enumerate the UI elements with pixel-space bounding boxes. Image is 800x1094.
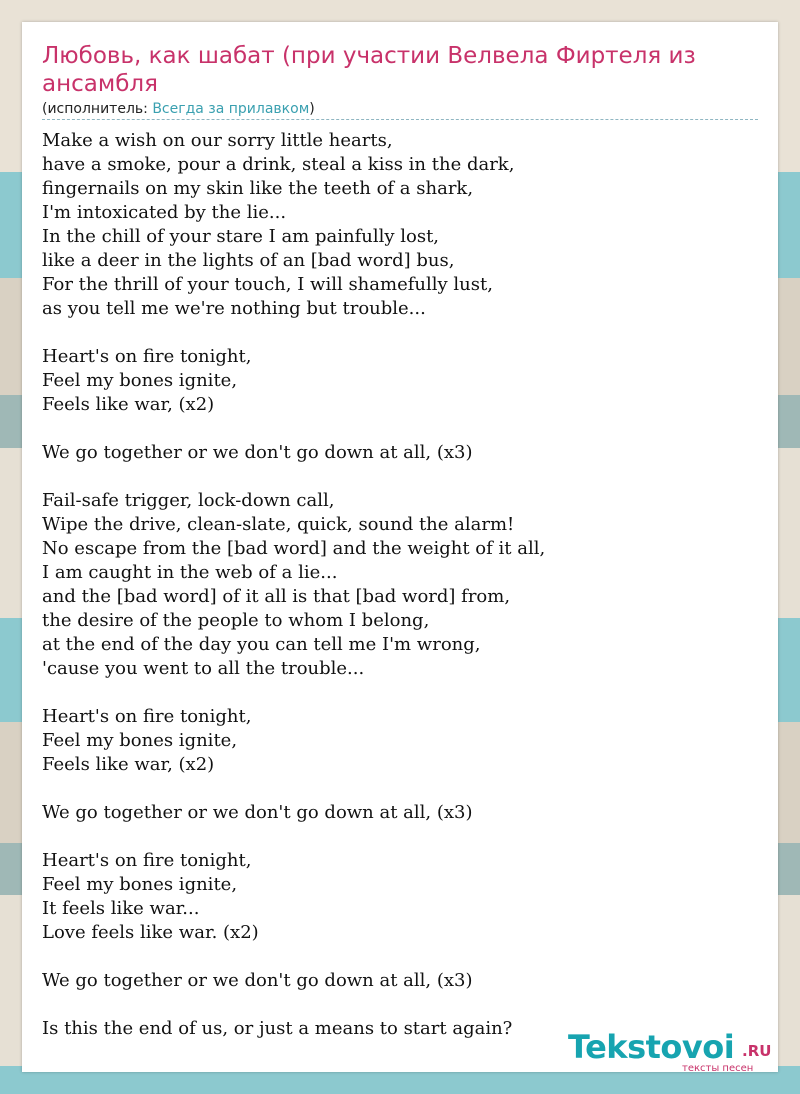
divider xyxy=(42,119,758,120)
logo-wordmark: Tekstovoi xyxy=(568,1028,735,1066)
lyric-line: Feel my bones ignite, xyxy=(42,370,238,391)
lyric-line: Feels like war, (x2) xyxy=(42,394,215,415)
lyrics-stanza xyxy=(42,441,758,465)
lyric-line: I'm intoxicated by the lie... xyxy=(42,202,287,223)
lyrics-stanza xyxy=(42,129,758,321)
artist-suffix: ) xyxy=(309,101,315,117)
artist-prefix: (исполнитель: xyxy=(42,101,153,117)
lyric-line: Is this the end of us, or just a means to start again? xyxy=(42,1018,513,1039)
lyric-line: fingernails on my skin like the teeth of a shark, xyxy=(42,178,474,199)
lyric-line: We go together or we don't go down at all, (x3) xyxy=(42,970,473,991)
lyrics-card xyxy=(22,22,778,1072)
lyric-line: We go together or we don't go down at all, (x3) xyxy=(42,802,473,823)
lyric-line: 'cause you went to all the trouble... xyxy=(42,658,365,679)
lyric-line: Heart's on fire tonight, xyxy=(42,850,252,871)
song-title: Любовь, как шабат (при участии Велвела Фиртеля из ансамбля xyxy=(42,43,696,97)
site-logo[interactable] xyxy=(568,1029,778,1075)
lyric-line: Feel my bones ignite, xyxy=(42,874,238,895)
lyric-line: Wipe the drive, clean-slate, quick, sound the alarm! xyxy=(42,514,515,535)
lyrics-stanza xyxy=(42,969,758,993)
lyric-line: Heart's on fire tonight, xyxy=(42,706,252,727)
artist-link[interactable]: Всегда за прилавком xyxy=(152,101,310,117)
lyric-line: In the chill of your stare I am painfully lost, xyxy=(42,226,440,247)
lyrics-stanza xyxy=(42,801,758,825)
lyric-line: It feels like war... xyxy=(42,898,200,919)
lyric-line: Heart's on fire tonight, xyxy=(42,346,252,367)
lyric-line: For the thrill of your touch, I will shamefully lust, xyxy=(42,274,493,295)
lyric-line: and the [bad word] of it all is that [bad word] from, xyxy=(42,586,511,607)
logo-domain: .RU xyxy=(742,1042,772,1060)
lyric-line: Feel my bones ignite, xyxy=(42,730,238,751)
lyrics-stanza xyxy=(42,345,758,417)
lyrics-stanza xyxy=(42,849,758,945)
lyric-line: Feels like war, (x2) xyxy=(42,754,215,775)
lyric-line: at the end of the day you can tell me I'm wrong, xyxy=(42,634,481,655)
lyric-line: Make a wish on our sorry little hearts, xyxy=(42,130,393,151)
lyric-line: No escape from the [bad word] and the weight of it all, xyxy=(42,538,546,559)
lyrics-stanza xyxy=(42,489,758,681)
lyrics-text xyxy=(42,129,758,1041)
lyrics-stanza xyxy=(42,705,758,777)
lyric-line: We go together or we don't go down at all, (x3) xyxy=(42,442,473,463)
artist-line xyxy=(42,100,315,118)
lyric-line: have a smoke, pour a drink, steal a kiss in the dark, xyxy=(42,154,515,175)
lyric-line: Fail-safe trigger, lock-down call, xyxy=(42,490,335,511)
lyric-line: the desire of the people to whom I belong, xyxy=(42,610,430,631)
lyric-line: Love feels like war. (x2) xyxy=(42,922,259,943)
logo-subtitle: тексты песен xyxy=(682,1063,754,1074)
lyric-line: like a deer in the lights of an [bad word] bus, xyxy=(42,250,455,271)
lyric-line: as you tell me we're nothing but trouble... xyxy=(42,298,426,319)
lyric-line: I am caught in the web of a lie... xyxy=(42,562,338,583)
